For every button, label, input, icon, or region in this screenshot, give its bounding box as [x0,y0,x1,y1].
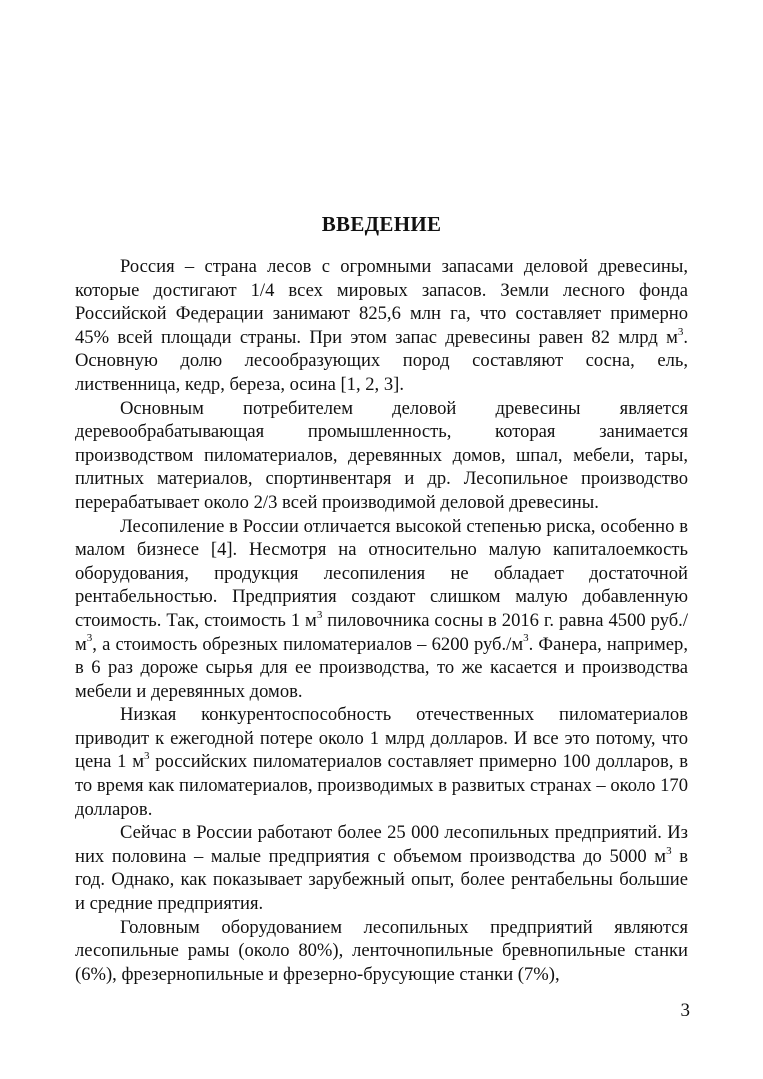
paragraph-3-text-c: , а стоимость обрезных пиломатериалов – 6200 руб./м [92,633,524,655]
paragraph-3-text-b: пиловочника сосны в 2016 г. равна 4500 руб./м [75,609,688,655]
superscript: 3 [143,750,150,763]
paragraph-5 [75,821,688,915]
paragraph-6 [75,916,688,987]
paragraph-2-text: Основным потребителем деловой древесины является деревообрабатывающая промышленность, которая занимается производством пиломатериалов, деревянных домов, шпал, мебели, тары, плитных материалов, спортинвентаря и др. Лесопильное производство перерабатывает около 2/3 всей производимой деловой древесины. [75,397,688,513]
superscript: 3 [86,632,93,645]
paragraph-5-text-cont: в год. Однако, как показывает зарубежный опыт, более рентабельны большие и средние предприятия. [75,845,688,915]
paragraph-1-text: Россия – страна лесов с огромными запасами деловой древесины, которые достигают 1/4 всех мировых запасов. Земли лесного фонда Российской Федерации занимают 825,6 млн га, что составляет примерно 45% всей площади страны. При этом запас древесины равен 82 млрд м [75,256,688,348]
paragraph-5-text: Сейчас в России работают более 25 000 лесопильных предприятий. Из них половина – малые предприятия с объемом производства до 5000 м [75,822,688,867]
page-number: 3 [680,1000,690,1021]
superscript: 3 [666,844,672,857]
paragraph-4-text: Низкая конкурентоспособность отечественных пиломатериалов приводит к ежегодной потере около 1 млрд долларов. И все это потому, что цена 1 м [75,704,688,773]
section-heading: ВВЕДЕНИЕ [321,212,442,236]
superscript: 3 [316,608,323,621]
superscript: 3 [677,325,684,338]
paragraph-2 [75,397,688,515]
superscript: 3 [523,632,529,645]
body-text [75,255,688,986]
paragraph-3 [75,515,688,704]
paragraph-3-text-a: Лесопиление в России отличается высокой степенью риска, особенно в малом бизнесе [4]. Несмотря на относительно малую капиталоемкость оборудования, продукция лесопиления не обладает достаточной рентабельностью. Предприятия создают слишком малую добавленную стоимость. Так, стоимость 1 м [75,515,688,631]
paragraph-1 [75,255,688,397]
paragraph-4 [75,703,688,821]
paragraph-4-text-cont: российских пиломатериалов составляет примерно 100 долларов, в то время как пиломатериалов, производимых в развитых странах – около 170 долларов. [75,751,688,820]
paragraph-3-text-d: . Фанера, например, в 6 раз дороже сырья для ее производства, то же касается и производства мебели и деревянных домов. [75,633,688,702]
paragraph-1-text-cont: . Основную долю лесообразующих пород составляют сосна, ель, лиственница, кедр, береза, осина [1, 2, 3]. [75,326,688,395]
paragraph-6-text: Головным оборудованием лесопильных предприятий являются лесопильные рамы (около 80%), ленточнопильные бревнопильные станки (6%), фрезернопильные и фрезерно-брусующие станки (7%), [75,916,688,985]
